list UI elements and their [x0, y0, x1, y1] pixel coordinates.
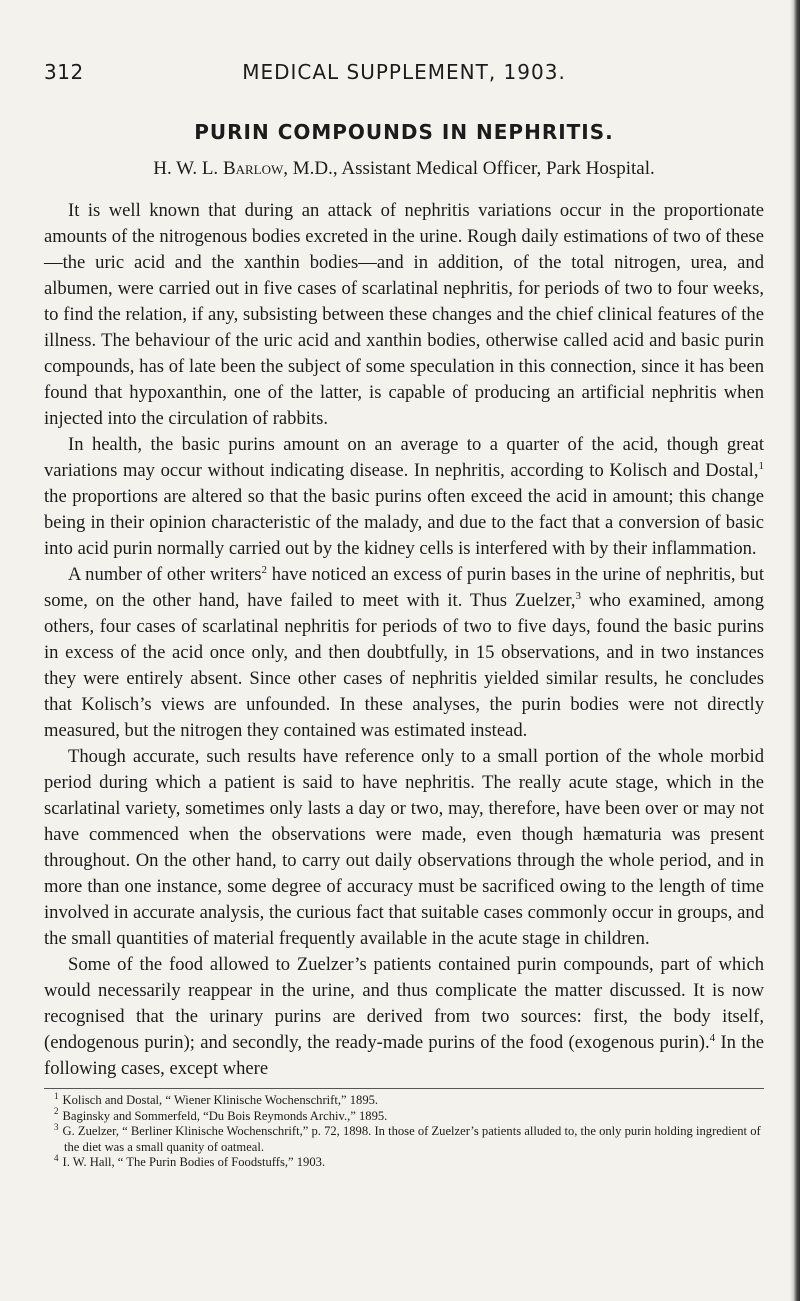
footnotes	[44, 1090, 764, 1171]
paragraph: Though accurate, such results have reference only to a small portion of the whole morbid period during which a patient is said to have nephritis. The really acute stage, which in the scarlatinal variety, sometimes only lasts a day or two, may, therefore, have been over or may not have commenced when the observations were made, even though hæmaturia was present throughout. On the other hand, to carry out daily observations through the whole period, and in more than one instance, some degree of accuracy must be sacrificed owing to the length of time involved in accurate analysis, the curious fact that suitable cases commonly occur in groups, and the small quantities of material frequently available in the acute stage in children.	[44, 746, 764, 949]
running-head	[44, 60, 764, 100]
paragraph: In health, the basic purins amount on an average to a quarter of the acid, though great variations may occur without indicating disease. In nephritis, according to Kolisch and Dostal,$^1$ the proportions are altered so that the basic purins often exceed the acid in amount; this change being in their opinion characteristic of the malady, and due to the fact that a conversion of basic into acid purin normally carried out by the kidney cells is interfered with by their inflammation.	[44, 434, 764, 559]
footnote-ref[interactable]: 1	[758, 459, 764, 472]
body-text	[44, 198, 764, 1082]
author-credentials: M.D., Assistant Medical Officer, Park Hospital.	[292, 158, 655, 179]
author-initials: H. W. L.	[153, 158, 219, 179]
footnote-ref[interactable]: 4	[709, 1031, 716, 1044]
journal-title: MEDICAL SUPPLEMENT, 1903.	[242, 60, 566, 84]
page	[44, 60, 764, 1171]
footnote-ref[interactable]: 2	[261, 563, 268, 576]
paragraph: A number of other writers$^2$ have noticed an excess of purin bases in the urine of nephritis, but some, on the other hand, have failed to meet with it. Thus Zuelzer,$^3$ who examined, among others, four cases of scarlatinal nephritis for periods of two to five days, found the basic purins in excess of the acid once only, and then doubtfully, in 15 observations, and in two instances they were entirely absent. Since other cases of nephritis yielded similar results, he concludes that Kolisch’s views are unfounded. In these analyses, the purin bodies were not directly measured, but the nitrogen they contained was estimated instead.	[44, 563, 764, 741]
author-surname: Barlow,	[222, 158, 289, 179]
footnote: $^4$ I. W. Hall, “ The Purin Bodies of Foodstuffs,” 1903.	[54, 1152, 326, 1169]
footnote-rule	[44, 1088, 764, 1089]
paragraph: Some of the food allowed to Zuelzer’s patients contained purin compounds, part of which would necessarily reappear in the urine, and thus complicate the matter discussed. It is now recognised that the urinary purins are derived from two sources: first, the body itself, (endogenous purin); and secondly, the ready-made purins of the food (exogenous purin).$^4$ In the following cases, except where	[44, 954, 764, 1079]
footnote-ref[interactable]: 3	[575, 589, 582, 602]
article-title: PURIN COMPOUNDS IN NEPHRITIS.	[194, 120, 614, 144]
footnote: $^2$ Baginsky and Sommerfeld, “Du Bois Reymonds Archiv.,” 1895.	[54, 1106, 388, 1123]
page-number: 312	[44, 60, 84, 84]
paragraph: It is well known that during an attack of nephritis variations occur in the proportionate amounts of the nitrogenous bodies excreted in the urine. Rough daily estimations of two of these—the uric acid and the xanthin bodies—and in addition, of the total nitrogen, urea, and albumen, were carried out in five cases of scarlatinal nephritis, for periods of two to four weeks, to find the relation, if any, subsisting between these changes and the chief clinical features of the illness. The behaviour of the uric acid and xanthin bodies, otherwise called acid and basic purin compounds, has of late been the subject of some speculation in this connection, since it has been found that hypoxanthin, one of the latter, is capable of producing an artificial nephritis when injected into the circulation of rabbits.	[44, 200, 764, 429]
footnote: $^3$ G. Zuelzer, “ Berliner Klinische Wochenschrift,” p. 72, 1898. In those of Zuelzer’s patients alluded to, the only purin holding ingredient of the diet was a small quanity of oatmeal.	[54, 1121, 761, 1154]
scan-edge	[790, 0, 800, 1301]
byline	[44, 158, 764, 180]
footnote: $^1$ Kolisch and Dostal, “ Wiener Klinische Wochenschrift,” 1895.	[54, 1090, 379, 1107]
